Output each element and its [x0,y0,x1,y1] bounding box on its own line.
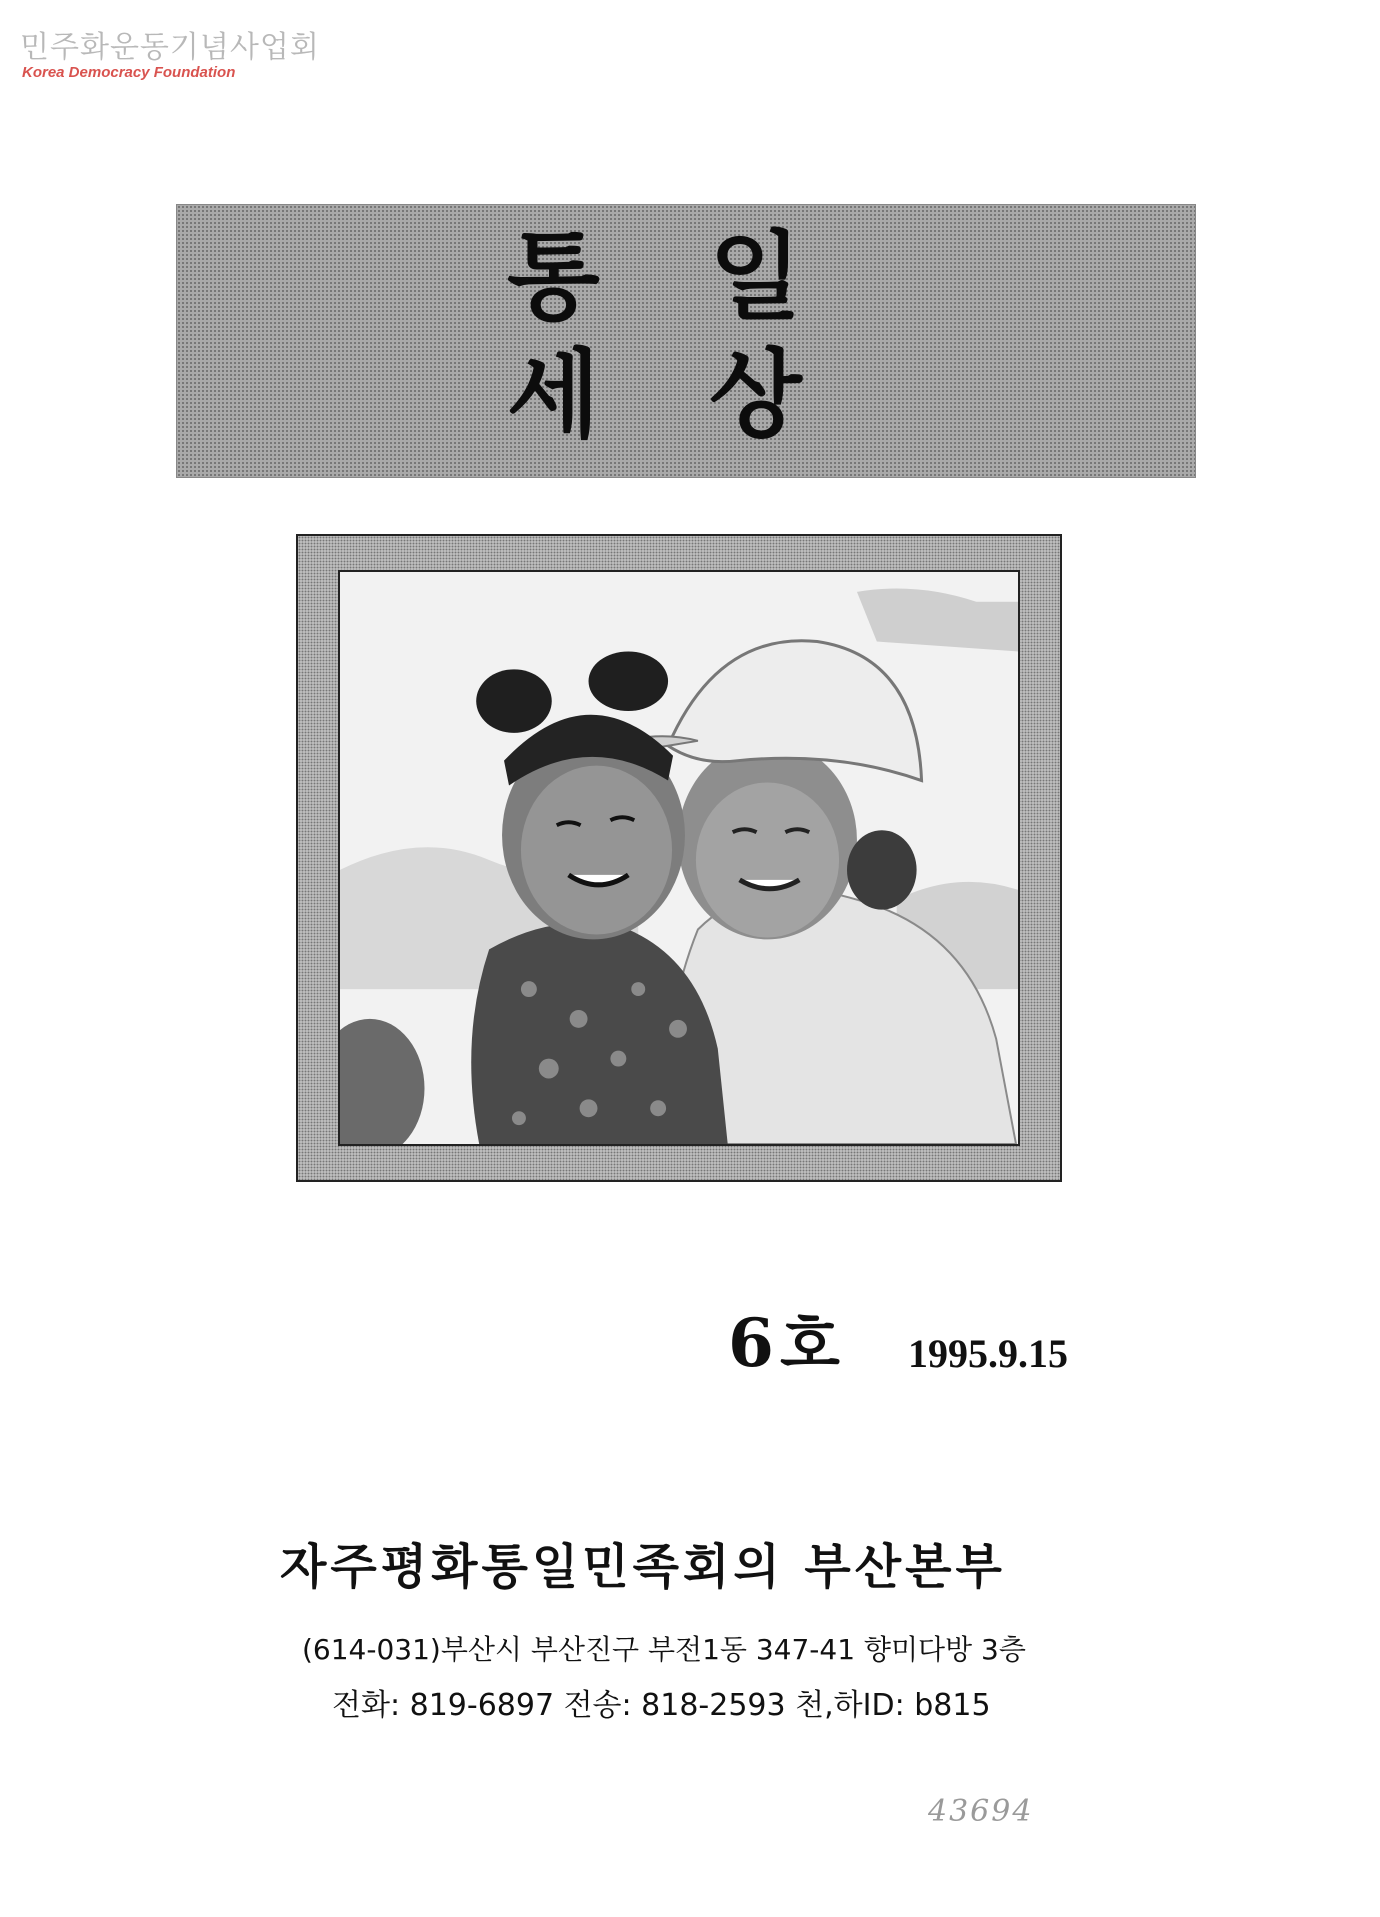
watermark-korean: 민주화운동기념사업회 [20,30,320,65]
archive-handwritten-note: 43694 [928,1794,1034,1829]
publisher-name: 자주평화통일민족회의 부산본부 [280,1539,1006,1595]
publisher-address: (614-031)부산시 부산진구 부전1동 347-41 향미다방 3층 [302,1633,1026,1666]
title-line-1: 통 일 [507,221,840,333]
publisher-contact: 전화: 819-6897 전송: 818-2593 천,하ID: b815 [332,1688,991,1723]
issue-number-unit: 호 [779,1308,840,1381]
issue-date: 1995.9.15 [908,1331,1068,1376]
watermark-english: Korea Democracy Foundation [22,64,236,81]
issue-number-value: 6 [728,1304,774,1382]
issue-number [728,1295,840,1384]
photo-mother-and-child-icon [340,572,1018,1144]
title-banner [176,204,1196,478]
cover-photo [338,570,1020,1146]
title-line-2: 세 상 [507,339,840,451]
photo-frame [296,534,1062,1182]
